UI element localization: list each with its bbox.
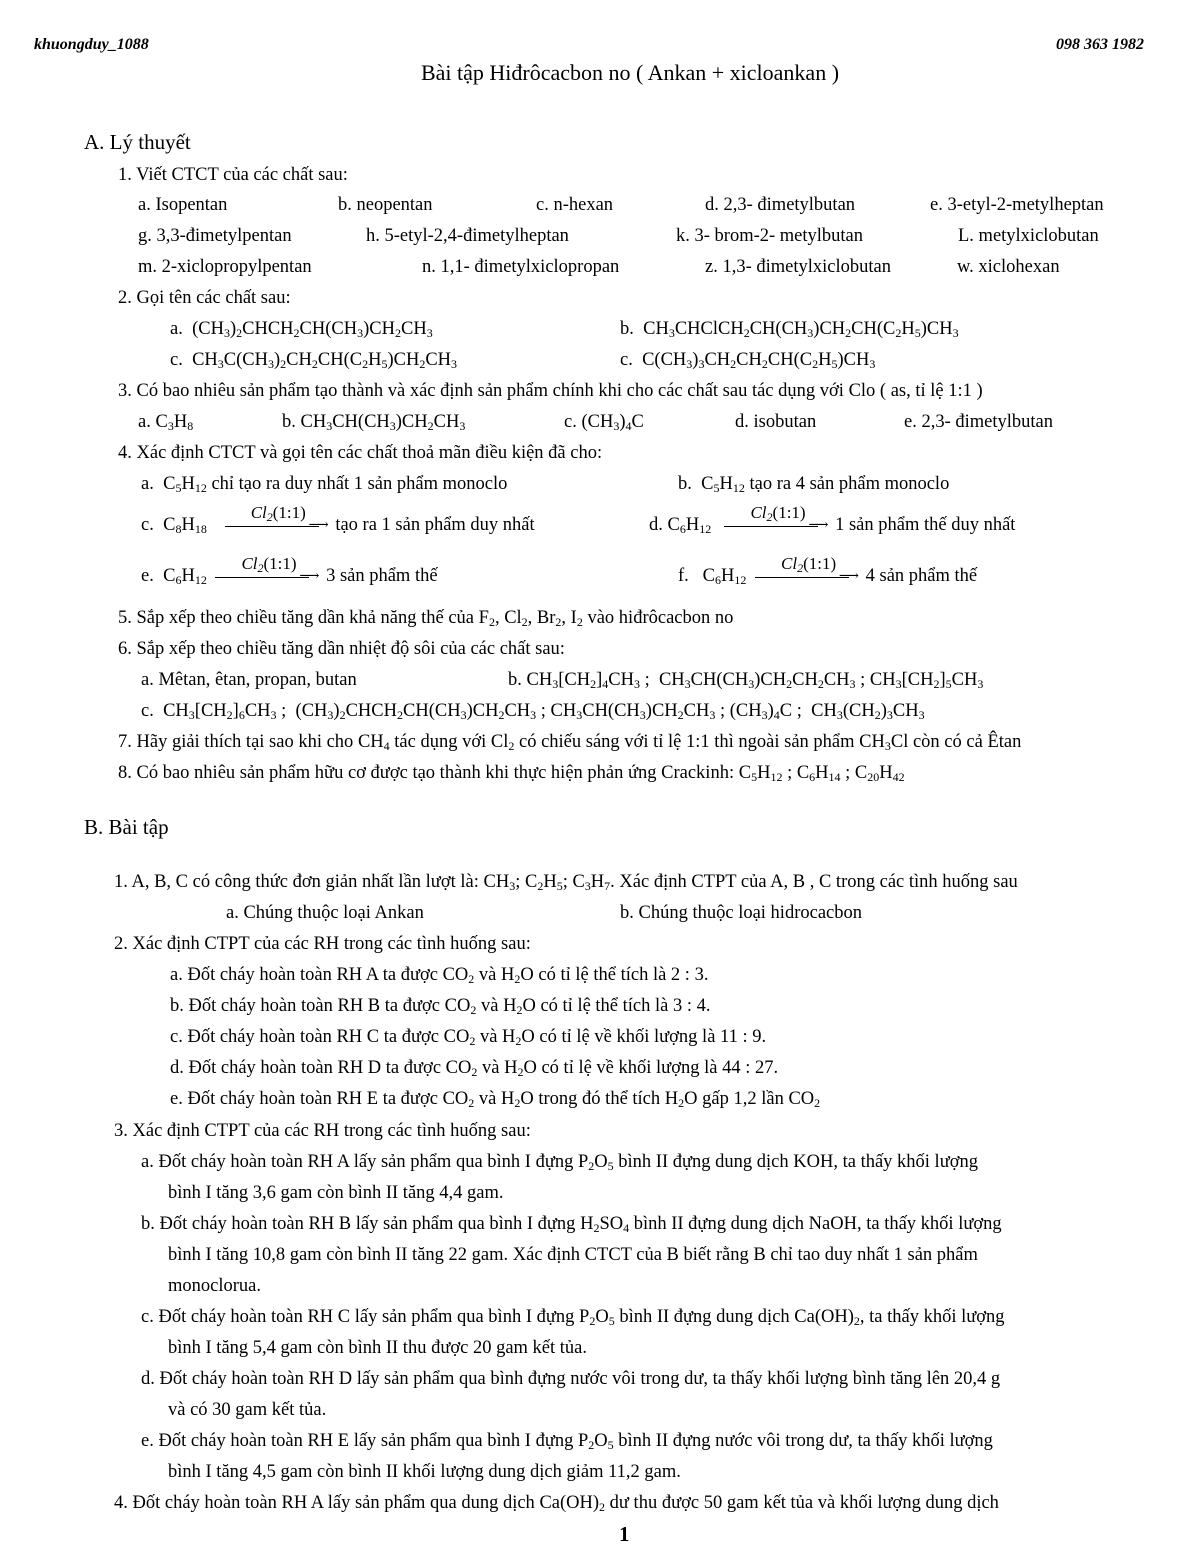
q2-text: 2. Gọi tên các chất sau: (118, 288, 291, 308)
q1-item: w. xiclohexan (957, 257, 1060, 277)
page-title: Bài tập Hiđrôcacbon no ( Ankan + xicloankan ) (420, 60, 840, 85)
q2-item-d: c. $C(CH_3)_3CH_2CH_2CH(C_2H_5)CH_3$ (620, 350, 876, 371)
b1-item-b: b. Chúng thuộc loại hidrocacbon (620, 903, 862, 923)
q3-item-d: d. isobutan (735, 412, 817, 432)
q1-item: n. 1,1- đimetylxiclopropan (422, 257, 620, 277)
q4-item-a: a. $C_5H_{12}$ chỉ tạo ra duy nhất 1 sản phẩm monoclo (141, 474, 508, 495)
q6-item-c: c. $CH_3[CH_2]_6CH_3$ ; $(CH_3)_2CHCH_2CH(CH_3)CH_2CH_3$ ; $CH_3CH(CH_3)CH_2CH_3$ ; $(CH_3)_4C$ ; $CH_3(CH_2)_3CH_3$ (141, 701, 925, 722)
q3-item-b: b. $CH_3CH(CH_3)CH_2CH_3$ (282, 412, 466, 433)
b2-item-a: a. Đốt cháy hoàn toàn RH A ta được $CO_2$ và $H_2O$ có tỉ lệ thể tích là 2 : 3. (170, 965, 709, 986)
b3-item-c-line2: bình I tăng 5,4 gam còn bình II thu được 20 gam kết tủa. (168, 1338, 588, 1358)
reaction-arrow: $Cl_2(1:1)$ ⟶ (720, 513, 830, 537)
q1-item: g. 3,3-đimetylpentan (138, 226, 292, 246)
q2-item-a: a. $(CH_3)_2CHCH_2CH(CH_3)CH_2CH_3$ (170, 319, 433, 340)
q1-item: b. neopentan (338, 195, 433, 215)
q1-item: c. n-hexan (536, 195, 614, 215)
q3-item-c: c. $(CH_3)_4C$ (564, 412, 644, 433)
q2-item-b: b. $CH_3CHClCH_2CH(CH_3)CH_2CH(C_2H_5)CH_3$ (620, 319, 959, 340)
b2-item-c: c. Đốt cháy hoàn toàn RH C ta được $CO_2$ và $H_2O$ có tỉ lệ về khối lượng là 11 : 9. (170, 1027, 767, 1048)
q1-item: L. metylxiclobutan (958, 226, 1099, 246)
q1-item: h. 5-etyl-2,4-đimetylheptan (366, 226, 569, 246)
q6-item-b: b. $CH_3[CH_2]_4CH_3$ ; $CH_3CH(CH_3)CH_2CH_2CH_3$ ; $CH_3[CH_2]_5CH_3$ (508, 670, 984, 691)
q1-item: d. 2,3- đimetylbutan (705, 195, 856, 215)
q4-item-d: d. $C_6H_{12}$ $Cl_2(1:1)$ ⟶ 1 sản phẩm thế duy nhất (649, 503, 1016, 536)
q7-text: 7. Hãy giải thích tại sao khi cho $CH_4$ tác dụng với $Cl_2$ có chiếu sáng với tỉ lệ 1:1 thì ngoài sản phẩm $CH_3Cl$ còn có cả Êtan (118, 732, 1022, 753)
b3-item-b-line3: monoclorua. (168, 1276, 261, 1296)
q4-text: 4. Xác định CTCT và gọi tên các chất thoả mãn điều kiện đã cho: (118, 443, 603, 463)
b3-item-d-line2: và có 30 gam kết tủa. (168, 1400, 327, 1420)
b3-item-e-line2: bình I tăng 4,5 gam còn bình II khối lượng dung dịch giảm 11,2 gam. (168, 1462, 681, 1482)
q1-item: k. 3- brom-2- metylbutan (676, 226, 864, 246)
b2-text: 2. Xác định CTPT của các RH trong các tình huống sau: (114, 934, 531, 954)
q1-item: z. 1,3- đimetylxiclobutan (705, 257, 891, 277)
q4-item-e: e. $C_6H_{12}$ $Cl_2(1:1)$ ⟶ 3 sản phẩm thế (141, 554, 438, 587)
b3-item-e-line1: e. Đốt cháy hoàn toàn RH E lấy sản phẩm qua bình I đựng $P_2O_5$ bình II đựng nước vôi trong dư, ta thấy khối lượng (141, 1431, 993, 1452)
b3-text: 3. Xác định CTPT của các RH trong các tình huống sau: (114, 1121, 531, 1141)
header-author: khuongduy_1088 (34, 36, 149, 53)
b1-item-a: a. Chúng thuộc loại Ankan (226, 903, 424, 923)
q1-item: m. 2-xiclopropylpentan (138, 257, 312, 277)
q1-item: e. 3-etyl-2-metylheptan (930, 195, 1104, 215)
section-b-heading: B. Bài tập (84, 815, 169, 839)
b3-item-b-line1: b. Đốt cháy hoàn toàn RH B lấy sản phẩm qua bình I đựng $H_2SO_4$ bình II đựng dung dịch NaOH, ta thấy khối lượng (141, 1214, 1002, 1235)
reaction-arrow: $Cl_2(1:1)$ ⟶ (751, 564, 861, 588)
b3-item-c-line1: c. Đốt cháy hoàn toàn RH C lấy sản phẩm qua bình I đựng $P_2O_5$ bình II đựng dung dịch $Ca(OH)_2$, ta thấy khối lượng (141, 1307, 1005, 1328)
q5-text: 5. Sắp xếp theo chiều tăng dần khả năng thế của $F_2$, $Cl_2$, $Br_2$, $I_2$ vào hiđrôcacbon no (118, 608, 734, 629)
q4-item-f: f. $C_6H_{12}$ $Cl_2(1:1)$ ⟶ 4 sản phẩm thế (678, 554, 978, 587)
q6-text: 6. Sắp xếp theo chiều tăng dần nhiệt độ sôi của các chất sau: (118, 639, 565, 659)
q4-item-b: b. $C_5H_{12}$ tạo ra 4 sản phẩm monoclo (678, 474, 950, 495)
b3-item-a-line1: a. Đốt cháy hoàn toàn RH A lấy sản phẩm qua bình I đựng $P_2O_5$ bình II đựng dung dịch KOH, ta thấy khối lượng (141, 1152, 979, 1173)
q3-item-a: a. $C_3H_8$ (138, 412, 194, 433)
b2-item-b: b. Đốt cháy hoàn toàn RH B ta được $CO_2$ và $H_2O$ có tỉ lệ thể tích là 3 : 4. (170, 996, 711, 1017)
b4-text: 4. Đốt cháy hoàn toàn RH A lấy sản phẩm qua dung dịch $Ca(OH)_2$ dư thu được 50 gam kết tủa và khối lượng dung dịch (114, 1493, 999, 1514)
page-number: 1 (619, 1522, 630, 1546)
q6-item-a: a. Mêtan, êtan, propan, butan (141, 670, 357, 690)
b1-text: 1. A, B, C có công thức đơn giản nhất lần lượt là: $CH_3$; $C_2H_5$; $C_3H_7$. Xác định CTPT của A, B , C trong các tình huống sau (114, 872, 1018, 893)
q3-text: 3. Có bao nhiêu sản phẩm tạo thành và xác định sản phẩm chính khi cho các chất sau tác dụng với Clo ( as, tỉ lệ 1:1 ) (118, 381, 983, 401)
q1-text: 1. Viết CTCT của các chất sau: (118, 165, 348, 185)
b2-item-d: d. Đốt cháy hoàn toàn RH D ta được $CO_2$ và $H_2O$ có tỉ lệ về khối lượng là 44 : 27. (170, 1058, 779, 1079)
b3-item-a-line2: bình I tăng 3,6 gam còn bình II tăng 4,4 gam. (168, 1183, 504, 1203)
q1-item: a. Isopentan (138, 195, 228, 215)
b2-item-e: e. Đốt cháy hoàn toàn RH E ta được $CO_2$ và $H_2O$ trong đó thể tích $H_2O$ gấp 1,2 lần $CO_2$ (170, 1089, 821, 1110)
reaction-arrow: $Cl_2(1:1)$ ⟶ (211, 564, 321, 588)
q4-item-c: c. $C_8H_{18}$ $Cl_2(1:1)$ ⟶ tạo ra 1 sản phẩm duy nhất (141, 503, 535, 536)
b3-item-d-line1: d. Đốt cháy hoàn toàn RH D lấy sản phẩm qua bình đựng nước vôi trong dư, ta thấy khối lượng bình tăng lên 20,4 g (141, 1369, 1001, 1389)
reaction-arrow: $Cl_2(1:1)$ ⟶ (221, 513, 331, 537)
q2-item-c: c. $CH_3C(CH_3)_2CH_2CH(C_2H_5)CH_2CH_3$ (170, 350, 458, 371)
header-phone: 098 363 1982 (1056, 36, 1144, 53)
q8-text: 8. Có bao nhiêu sản phẩm hữu cơ được tạo thành khi thực hiện phản ứng Crackinh: $C_5H_{12}$ ; $C_6H_{14}$ ; $C_{20}H_{42}$ (118, 763, 905, 784)
b3-item-b-line2: bình I tăng 10,8 gam còn bình II tăng 22 gam. Xác định CTCT của B biết rằng B chỉ tao duy nhất 1 sản phẩm (168, 1245, 978, 1265)
q3-item-e: e. 2,3- đimetylbutan (904, 412, 1053, 432)
section-a-heading: A. Lý thuyết (84, 130, 191, 154)
